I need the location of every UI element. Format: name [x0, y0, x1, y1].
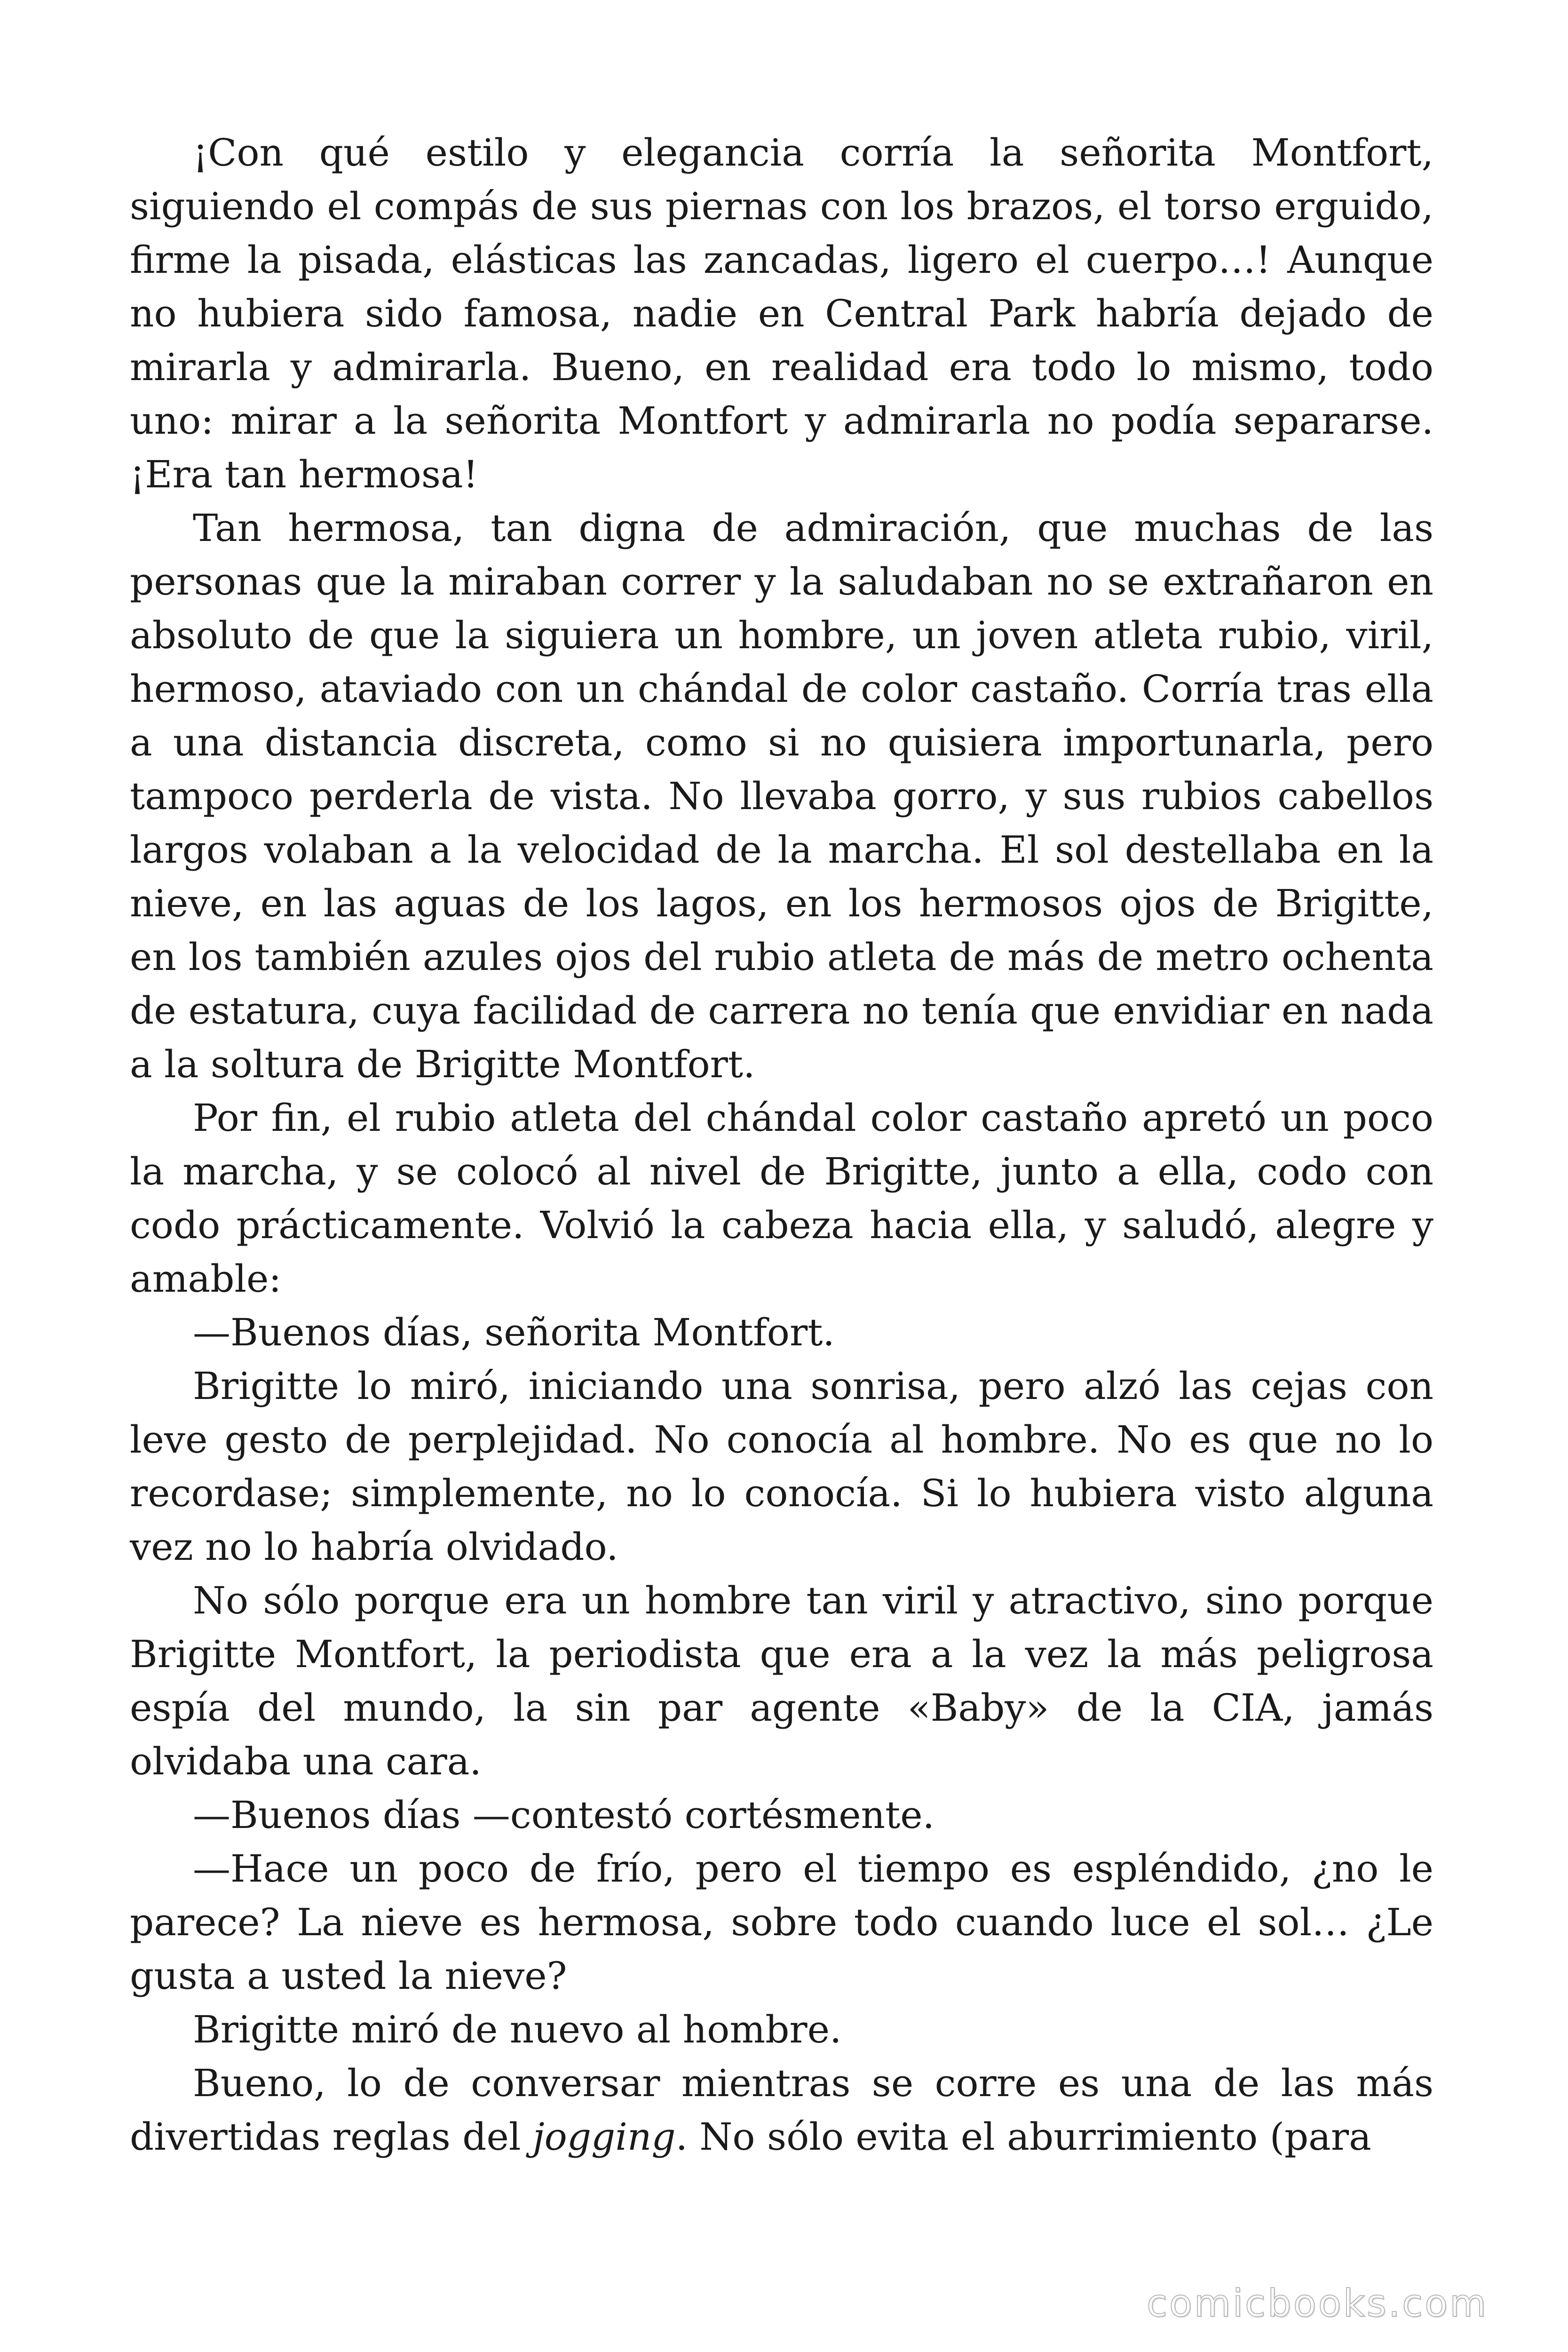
- paragraph-10-end: . No sólo evita el aburrimiento (para: [675, 2115, 1371, 2159]
- dialogue-reply: —Buenos días —contestó cortésmente.: [193, 1793, 934, 1837]
- paragraph-6: No sólo porque era un hombre tan viril y atractivo, sino porque Brigitte Montfort, la periodista que era a la vez la más peligrosa espía del mundo, la sin par agente «Baby» de la CIA, jamás olvidaba una cara.: [130, 1579, 1433, 1783]
- paragraph-2: Tan hermosa, tan digna de admiración, que muchas de las personas que la miraban correr y la saludaban no se extrañaron en absoluto de que la siguiera un hombre, un joven atleta rubio, viril, hermoso, ataviado con un chándal de color castaño. Corría tras ella a una distancia discreta, como si no quisiera importunarla, pero tampoco perderla de vista. No llevaba gorro, y sus rubios cabellos largos volaban a la velocidad de la marcha. El sol destellaba en la nieve, en las aguas de los lagos, en los hermosos ojos de Brigitte, en los también azules ojos del rubio atleta de más de metro ochenta de estatura, cuya facilidad de carrera no tenía que envidiar en nada a la soltura de Brigitte Montfort.: [130, 506, 1433, 1086]
- paragraph-10: [130, 2057, 1433, 2164]
- body-text: [130, 126, 1433, 2164]
- paragraph-1: ¡Con qué estilo y elegancia corría la señorita Montfort, siguiendo el compás de sus piernas con los brazos, el torso erguido, firme la pisada, elásticas las zancadas, ligero el cuerpo…! Aunque no hubiera sido famosa, nadie en Central Park habría dejado de mirarla y admirarla. Bueno, en realidad era todo lo mismo, todo uno: mirar a la señorita Montfort y admirarla no podía separarse. ¡Era tan hermosa!: [130, 131, 1433, 496]
- dialogue-greeting: —Buenos días, señorita Montfort.: [193, 1311, 835, 1354]
- dialogue-question: —Hace un poco de frío, pero el tiempo es espléndido, ¿no le parece? La nieve es hermosa, sobre todo cuando luce el sol… ¿Le gusta a usted la nieve?: [130, 1847, 1433, 1998]
- paragraph-10-start: Bueno, lo de conversar mientras se corre es una de las más divertidas reglas del: [130, 2061, 1433, 2159]
- watermark: comicbooks.com: [1146, 2281, 1488, 2325]
- paragraph-9: Brigitte miró de nuevo al hombre.: [193, 2008, 842, 2051]
- paragraph-5: Brigitte lo miró, iniciando una sonrisa, pero alzó las cejas con leve gesto de perplejidad. No conocía al hombre. No es que no lo recordase; simplemente, no lo conocía. Si lo hubiera visto alguna vez no lo habría olvidado.: [130, 1364, 1433, 1569]
- paragraph-3: Por fin, el rubio atleta del chándal color castaño apretó un poco la marcha, y se colocó al nivel de Brigitte, junto a ella, codo con codo prácticamente. Volvió la cabeza hacia ella, y saludó, alegre y amable:: [130, 1096, 1433, 1301]
- italic-term: jogging: [532, 2115, 676, 2159]
